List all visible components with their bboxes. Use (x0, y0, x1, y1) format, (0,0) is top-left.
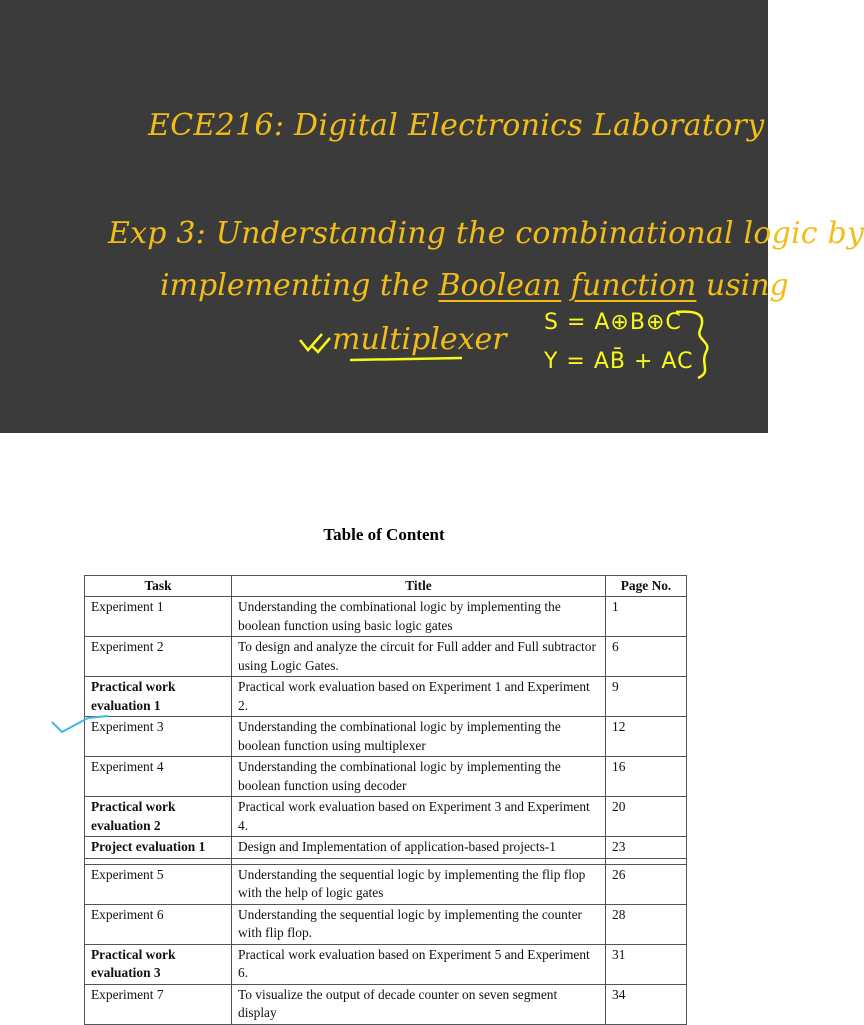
annotation-sum-equation: S = A⊕B⊕C (544, 310, 682, 335)
title-cell: Practical work evaluation based on Experiment 3 and Experiment 4. (232, 797, 606, 837)
title-cell: Design and Implementation of application-based projects-1 (232, 837, 606, 859)
task-cell: Experiment 2 (85, 637, 232, 677)
title-cell: Practical work evaluation based on Experiment 1 and Experiment 2. (232, 677, 606, 717)
page-cell: 28 (606, 904, 687, 944)
task-cell: Practical work evaluation 2 (85, 797, 232, 837)
table-row (85, 637, 687, 677)
annotation-output-equation: Y = AB̄ + AC (544, 349, 694, 374)
title-space (561, 268, 571, 303)
slide-header (0, 0, 864, 433)
experiment-title-line2 (160, 268, 789, 303)
title-text: implementing the (160, 268, 439, 303)
table-body (85, 597, 687, 1025)
page-cell: 23 (606, 837, 687, 859)
title-cell: Understanding the sequential logic by implementing the counter with flip flop. (232, 904, 606, 944)
page-cell: 9 (606, 677, 687, 717)
task-cell: Practical work evaluation 3 (85, 944, 232, 984)
title-cell: Practical work evaluation based on Experiment 5 and Experiment 6. (232, 944, 606, 984)
table-row (85, 597, 687, 637)
table-row (85, 757, 687, 797)
page-cell: 34 (606, 984, 687, 1024)
table-row (85, 837, 687, 859)
check-mark-annotation (300, 334, 330, 352)
table-row (85, 864, 687, 904)
table-row (85, 797, 687, 837)
experiment-title-line3: multiplexer (332, 322, 507, 357)
title-cell: Understanding the combinational logic by implementing the boolean function using multiplexer (232, 717, 606, 757)
column-header-page: Page No. (606, 576, 687, 597)
page-cell: 1 (606, 597, 687, 637)
function-underlined: function (570, 268, 697, 303)
task-cell: Experiment 7 (85, 984, 232, 1024)
task-cell: Experiment 4 (85, 757, 232, 797)
column-header-title: Title (232, 576, 606, 597)
page-cell: 26 (606, 864, 687, 904)
page-cell: 16 (606, 757, 687, 797)
experiment-title-line1: Exp 3: Understanding the combinational logic by (108, 216, 864, 251)
task-cell: Project evaluation 1 (85, 837, 232, 859)
course-title: ECE216: Digital Electronics Laboratory (148, 108, 765, 143)
task-cell: Experiment 1 (85, 597, 232, 637)
task-cell: Experiment 6 (85, 904, 232, 944)
task-cell: Practical work evaluation 1 (85, 677, 232, 717)
table-row (85, 717, 687, 757)
page-cell: 6 (606, 637, 687, 677)
boolean-underlined: Boolean (438, 268, 562, 303)
page-cell: 31 (606, 944, 687, 984)
table-row (85, 677, 687, 717)
task-cell: Experiment 3 (85, 717, 232, 757)
title-cell: To design and analyze the circuit for Full adder and Full subtractor using Logic Gates. (232, 637, 606, 677)
task-cell: Experiment 5 (85, 864, 232, 904)
title-cell: Understanding the sequential logic by implementing the flip flop with the help of logic gates (232, 864, 606, 904)
table-of-content (84, 575, 687, 1025)
table-row (85, 944, 687, 984)
page-cell: 20 (606, 797, 687, 837)
table-row (85, 904, 687, 944)
table-row (85, 984, 687, 1024)
title-cell: Understanding the combinational logic by implementing the boolean function using decoder (232, 757, 606, 797)
document-title: Table of Content (323, 525, 445, 544)
title-text: using (696, 268, 789, 303)
title-cell: Understanding the combinational logic by implementing the boolean function using basic logic gates (232, 597, 606, 637)
column-header-task: Task (85, 576, 232, 597)
underline-annotation (350, 358, 462, 360)
page-cell: 12 (606, 717, 687, 757)
table-header-row (85, 576, 687, 597)
title-cell: To visualize the output of decade counter on seven segment display (232, 984, 606, 1024)
